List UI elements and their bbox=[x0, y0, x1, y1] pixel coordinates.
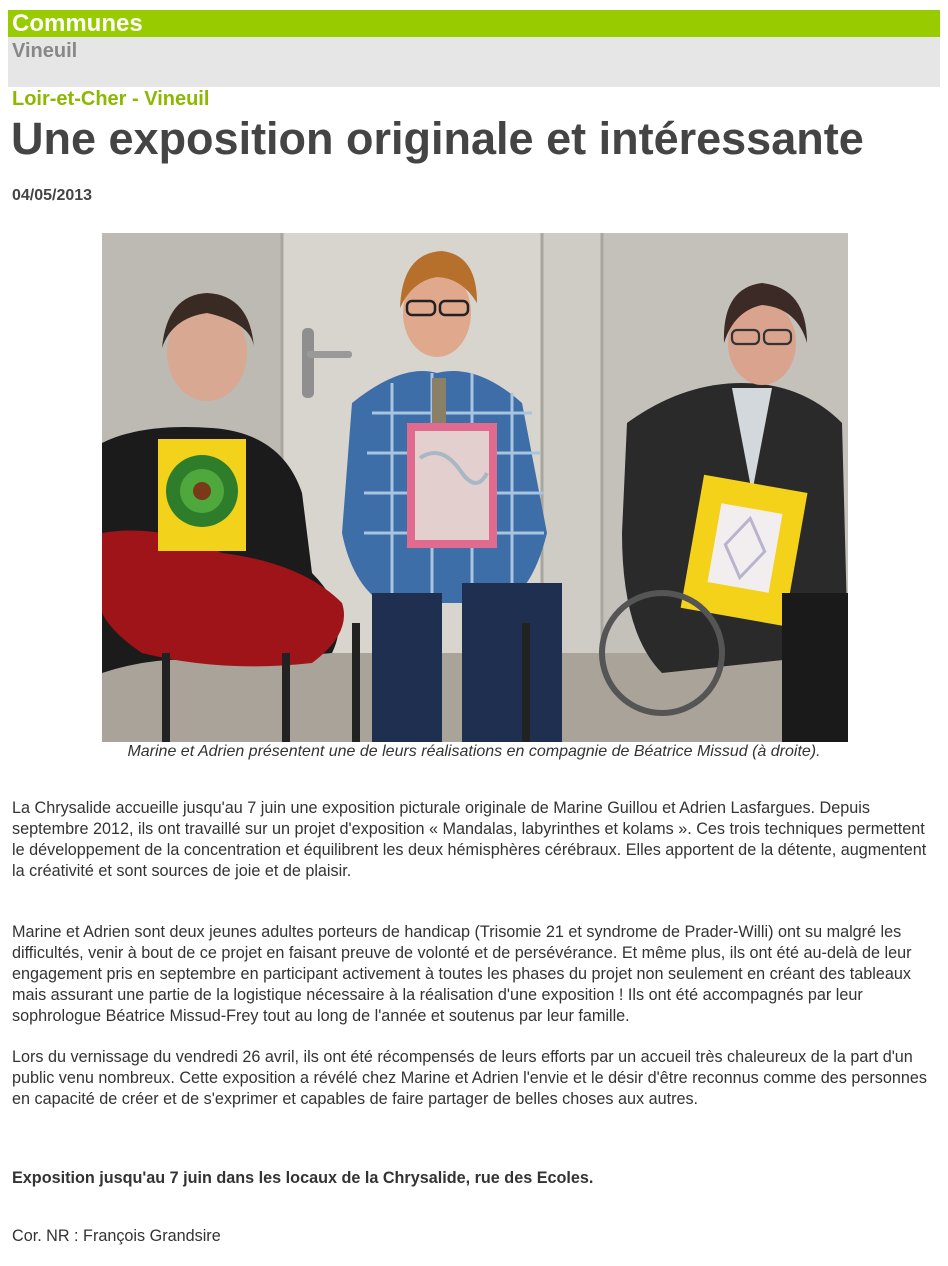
article-paragraph: Marine et Adrien sont deux jeunes adultes porteurs de handicap (Trisomie 21 et syndrome de Prader-Willi) ont su malgré les difficultés, venir à bout de ce projet en faisant preuve de volonté et de persévérance. Et même plus, ils ont été au-delà de leur engagement pris en septembre en participant activement à toutes les phases du projet non seulement en créant des tableaux mais assurant une partie de la logistique nécessaire à la réalisation d'une exposition ! Ils ont été accompagnés par leur sophrologue Béatrice Missud-Frey tout au long de l'année et soutenus par leur famille. bbox=[12, 923, 912, 1025]
article-title: Une exposition originale et intéressante bbox=[11, 113, 864, 164]
article-paragraph: Lors du vernissage du vendredi 26 avril, ils ont été récompensés de leurs efforts par un accueil très chaleureux de la part d'un public venu nombreux. Cette exposition a révélé chez Marine et Adrien l'envie et le désir d'être reconnus comme des personnes en capacité de créer et de s'exprimer et capables de faire partager de belles choses aux autres. bbox=[12, 1048, 927, 1108]
article-highlight: Exposition jusqu'au 7 juin dans les locaux de la Chrysalide, rue des Ecoles. bbox=[12, 1169, 594, 1187]
photo-illustration bbox=[102, 233, 848, 742]
article-photo bbox=[102, 233, 848, 742]
article-paragraph: La Chrysalide accueille jusqu'au 7 juin une exposition picturale originale de Marine Guillou et Adrien Lasfargues. Depuis septembre 2012, ils ont travaillé sur un projet d'exposition « Mandalas, labyrinthes et kolams ». Ces trois techniques permettent le développement de la concentration et équilibrent les deux hémisphères cérébraux. Elles apportent de la détente, augmentent la créativité et sont sources de joie et de plaisir. bbox=[12, 799, 927, 880]
section-header-bar bbox=[8, 10, 940, 37]
article-date: 04/05/2013 bbox=[12, 187, 93, 204]
section-title: Communes bbox=[12, 10, 143, 37]
photo-caption: Marine et Adrien présentent une de leurs réalisations en compagnie de Béatrice Missud (à droite). bbox=[127, 743, 821, 760]
article-credit: Cor. NR : François Grandsire bbox=[12, 1227, 221, 1245]
subsection-title: Vineuil bbox=[12, 40, 78, 62]
article-location: Loir-et-Cher - Vineuil bbox=[12, 88, 210, 110]
subsection-bar bbox=[8, 37, 940, 87]
